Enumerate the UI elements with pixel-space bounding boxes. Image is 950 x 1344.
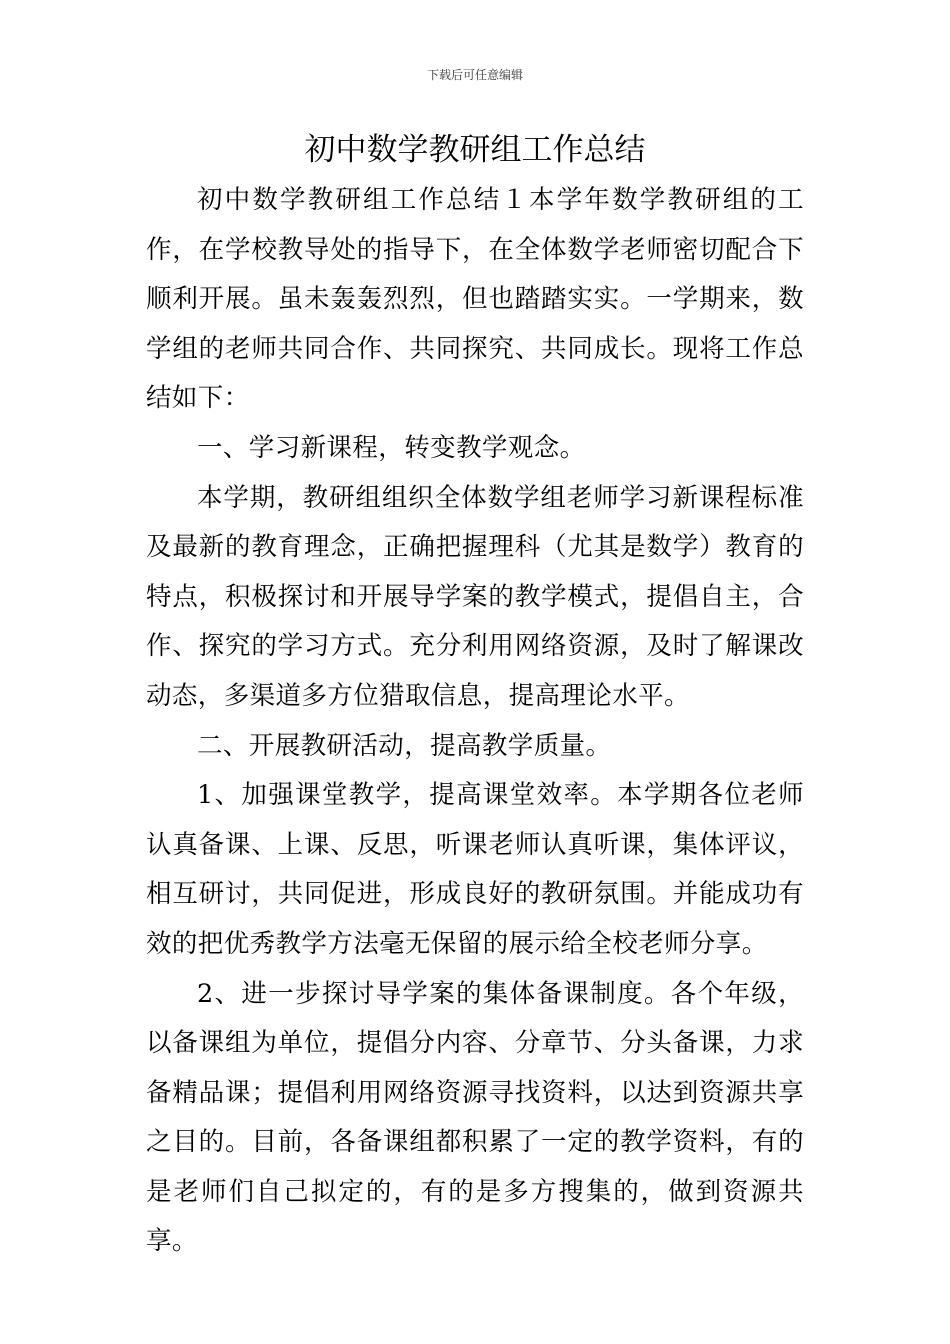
paragraph-item-1: 1、加强课堂教学，提高课堂效率。本学期各位老师认真备课、上课、反思，听课老师认真听课，集体评议，相互研讨，共同促进，形成良好的教研氛围。并能成功有效的把优秀教学方法毫无保留的展示给全校老师分享。 [146,780,804,959]
document-body [146,176,804,1267]
paragraph-section-1: 本学期，教研组组织全体数学组老师学习新课程标准及最新的教育理念，正确把握理科（尤其是数学）教育的特点，积极探讨和开展导学案的教学模式，提倡自主，合作、探究的学习方式。充分利用网络资源，及时了解课改动态，多渠道多方位猎取信息，提高理论水平。 [146,482,804,711]
paragraph-item-2: 2、进一步探讨导学案的集体备课制度。各个年级，以备课组为单位，提倡分内容、分章节、分头备课，力求备精品课；提倡利用网络资源寻找资料，以达到资源共享之目的。目前，各备课组都积累了一定的教学资料，有的是老师们自己拟定的，有的是多方搜集的，做到资源共享。 [146,978,804,1257]
header-note: 下载后可任意编辑 [426,68,523,82]
section-heading-1: 一、学习新课程，转变教学观念。 [197,432,586,463]
document-title: 初中数学教研组工作总结 [304,132,646,168]
section-heading-2: 二、开展教研活动，提高教学质量。 [197,730,612,761]
paragraph-intro: 初中数学教研组工作总结１本学年数学教研组的工作，在学校教导处的指导下，在全体数学老师密切配合下顺利开展。虽未轰轰烈烈，但也踏踏实实。一学期来，数学组的老师共同合作、共同探究、共同成长。现将工作总结如下： [146,185,804,414]
